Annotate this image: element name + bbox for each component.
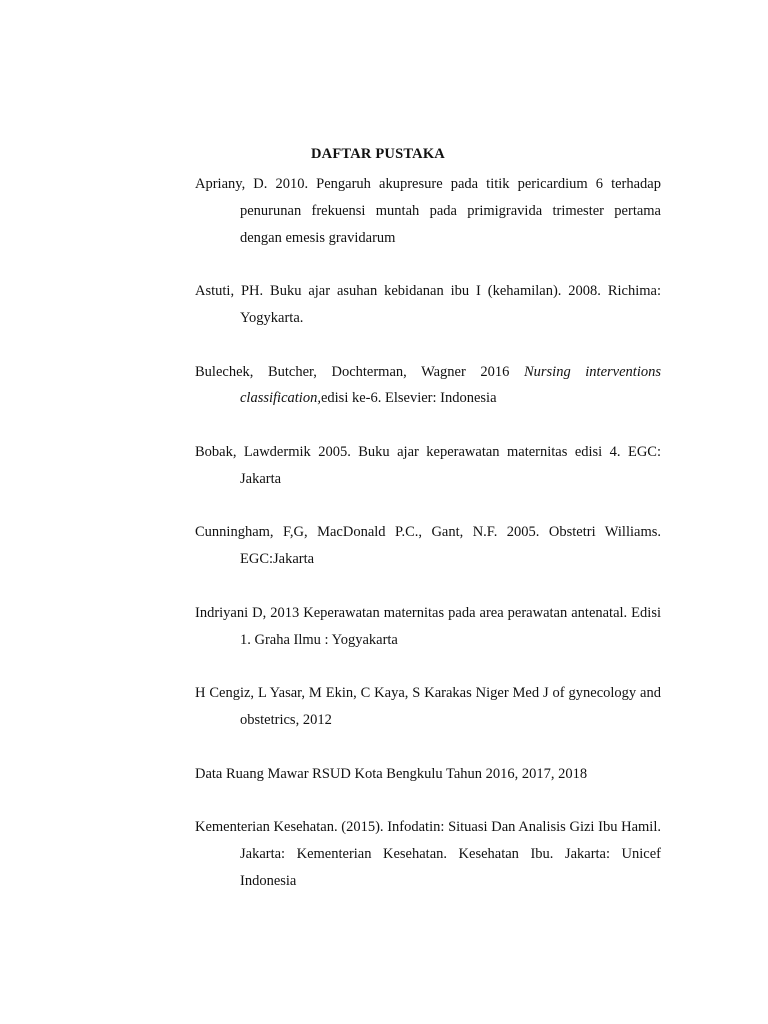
reference-list (195, 171, 661, 921)
reference-item (195, 519, 661, 573)
reference-title-italic: Nursing interventions classification, (240, 363, 661, 407)
reference-item (195, 680, 661, 734)
reference-text-after: edisi ke-6. Elsevier: Indonesia (320, 390, 497, 407)
reference-text: Bobak, Lawdermik 2005. Buku ajar keperawatan maternitas edisi 4. EGC: Jakarta (195, 443, 661, 487)
reference-item (195, 278, 661, 332)
reference-item (195, 761, 661, 788)
reference-item (195, 814, 661, 894)
reference-item (195, 359, 661, 413)
reference-item (195, 439, 661, 493)
reference-text-before: Bulechek, Butcher, Dochterman, Wagner 2016 (195, 363, 524, 380)
reference-item (195, 171, 661, 251)
reference-text: Apriany, D. 2010. Pengaruh akupresure pada titik pericardium 6 terhadap penurunan frekuensi muntah pada primigravida trimester pertama dengan emesis gravidarum (195, 176, 661, 246)
page-title: DAFTAR PUSTAKA (311, 146, 445, 162)
reference-text: Astuti, PH. Buku ajar asuhan kebidanan ibu I (kehamilan). 2008. Richima: Yogykarta. (195, 283, 661, 326)
reference-item (195, 600, 661, 654)
reference-text: Kementerian Kesehatan. (2015). Infodatin: Situasi Dan Analisis Gizi Ibu Hamil. Jakarta: Kementerian Kesehatan. Kesehatan Ibu. Jakarta: Unicef Indonesia (195, 819, 661, 889)
reference-text: Indriyani D, 2013 Keperawatan maternitas pada area perawatan antenatal. Edisi 1. Graha Ilmu : Yogyakarta (195, 604, 661, 648)
reference-text: Cunningham, F,G, MacDonald P.C., Gant, N.F. 2005. Obstetri Williams. EGC:Jakarta (195, 524, 661, 568)
reference-text: H Cengiz, L Yasar, M Ekin, C Kaya, S Karakas Niger Med J of gynecology and obstetrics, 2012 (195, 685, 661, 728)
reference-text: Data Ruang Mawar RSUD Kota Bengkulu Tahun 2016, 2017, 2018 (195, 765, 588, 782)
